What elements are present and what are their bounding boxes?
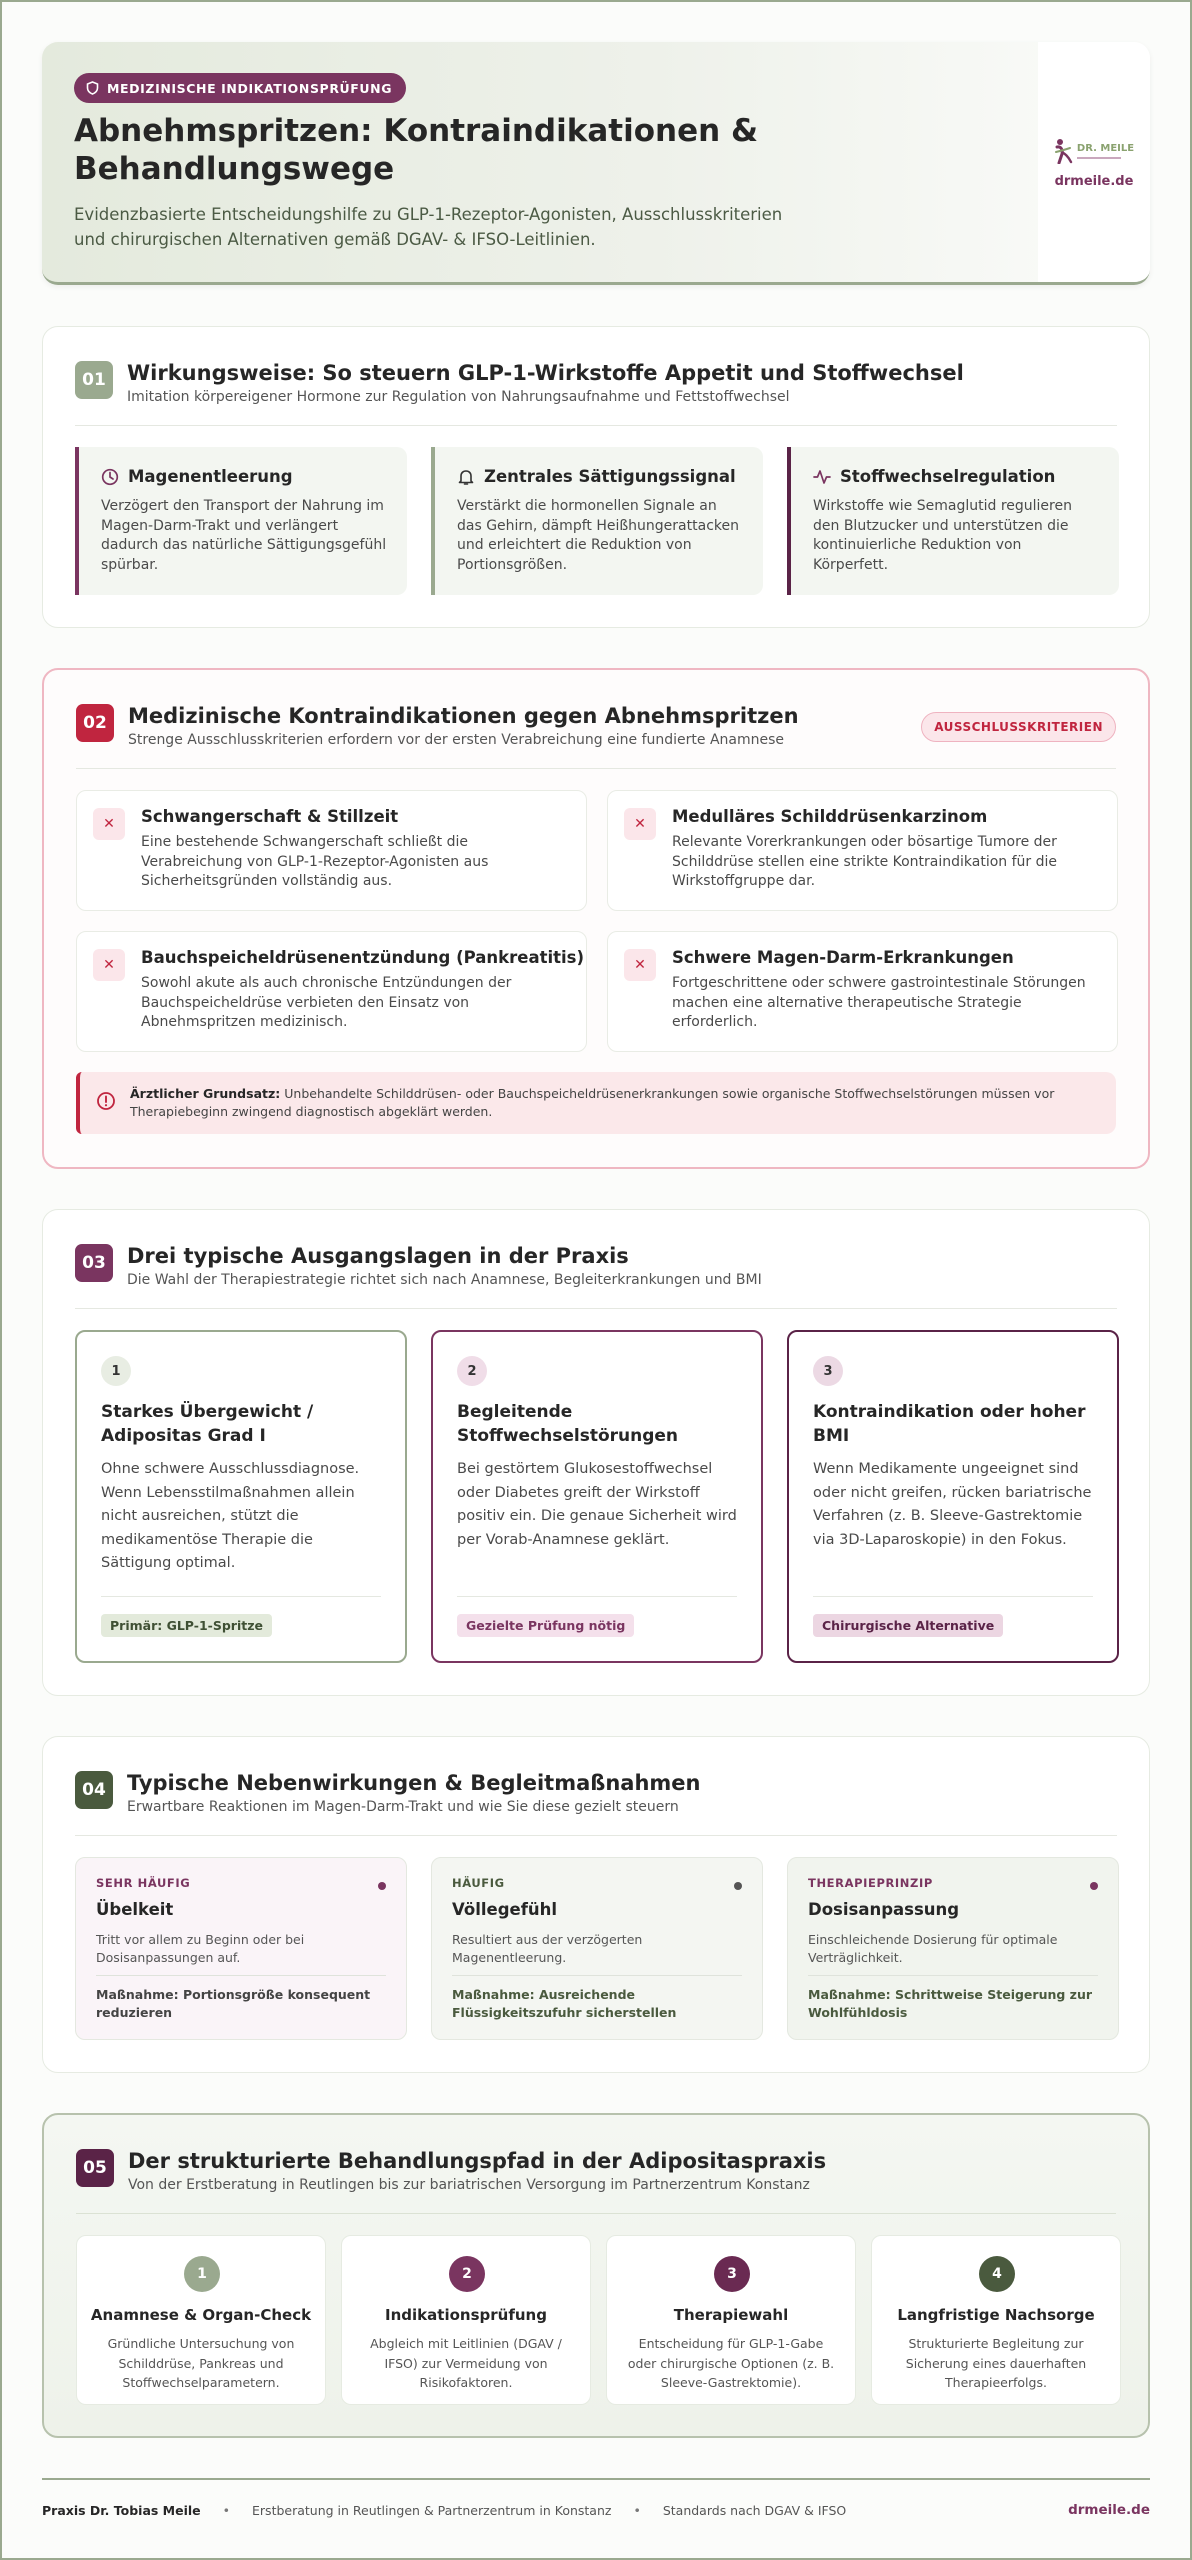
path-step <box>606 2235 856 2405</box>
mechanism-text: Verzögert den Transport der Nahrung im Magen-Darm-Trakt und verlängert dadurch das natürliche Sättigungsgefühl spürbar. <box>101 498 387 573</box>
path-step <box>871 2235 1121 2405</box>
side-effect-category: THERAPIEPRINZIP <box>808 1876 933 1890</box>
mechanism-text: Verstärkt die hormonellen Signale an das Gehirn, dämpft Heißhungerattacken und erleichtert die Reduktion von Portionsgrößen. <box>457 498 739 573</box>
contraindication-text: Relevante Vorerkrankungen oder bösartige Tumore der Schilddrüse stellen eine strikte Kontraindikation für die Wirkstoffgruppe dar. <box>672 834 1058 889</box>
case-title: Begleitende Stoffwechselstörungen <box>457 1402 679 1446</box>
divider <box>75 1835 1117 1836</box>
logo-text: DR. MEILE <box>1076 142 1135 154</box>
case-text: Bei gestörtem Glukosestoffwechsel oder Diabetes greift der Wirkstoff positiv ein. Die genaue Sicherheit wird per Vorab-Anamnese geklärt. <box>457 1461 737 1548</box>
section-header <box>76 2149 1116 2213</box>
mechanism-title: Magenentleerung <box>101 467 387 486</box>
divider <box>101 1596 381 1597</box>
divider <box>76 768 1116 769</box>
figure-logo-icon <box>1054 138 1074 164</box>
contraindication-card <box>607 931 1118 1052</box>
contraindication-title: Medulläres Schilddrüsenkarzinom <box>672 807 988 826</box>
divider <box>813 1596 1093 1597</box>
divider <box>96 1975 386 1976</box>
section-treatment-path <box>42 2113 1150 2438</box>
contraindication-card <box>607 790 1118 911</box>
section-contraindications <box>42 668 1150 1169</box>
contraindication-text: Fortgeschrittene oder schwere gastrointestinale Störungen machen eine alternative therapeutische Strategie erforderlich. <box>672 975 1086 1030</box>
hero-badge-label: MEDIZINISCHE INDIKATIONSPRÜFUNG <box>107 80 393 96</box>
step-title: Anamnese & Organ-Check <box>90 2306 312 2324</box>
section-header <box>75 1771 1117 1835</box>
status-dot <box>734 1882 742 1890</box>
case-card <box>431 1330 763 1663</box>
hero-badge <box>74 73 406 103</box>
step-title: Langfristige Nachsorge <box>897 2306 1095 2324</box>
section-subtitle: Von der Erstberatung in Reutlingen bis zur bariatrischen Versorgung im Partnerzentrum Konstanz <box>128 2177 810 2193</box>
side-effect-text: Tritt vor allem zu Beginn oder bei Dosisanpassungen auf. <box>96 1932 305 1965</box>
section-subtitle: Erwartbare Reaktionen im Magen-Darm-Trakt und wie Sie diese gezielt steuern <box>127 1799 679 1815</box>
section-title: Medizinische Kontraindikationen gegen Abnehmspritzen <box>128 704 799 728</box>
hero-header <box>42 42 1150 285</box>
medical-principle-note <box>76 1072 1116 1134</box>
status-dot <box>1090 1882 1098 1890</box>
section-header <box>75 1244 1117 1308</box>
logo <box>1054 138 1134 164</box>
divider <box>452 1975 742 1976</box>
footer-separator: • <box>633 2502 641 2518</box>
activity-icon <box>813 468 831 486</box>
mechanism-card <box>787 447 1119 595</box>
cross-icon: ✕ <box>624 949 656 981</box>
case-number: 2 <box>457 1356 487 1386</box>
page-title: Abnehmspritzen: Kontraindikationen & Behandlungswege <box>74 113 758 187</box>
path-step <box>341 2235 591 2405</box>
path-step <box>76 2235 326 2405</box>
divider <box>75 1308 1117 1309</box>
case-tag: Primär: GLP-1-Spritze <box>101 1614 272 1637</box>
section-title: Drei typische Ausgangslagen in der Praxis <box>127 1244 629 1268</box>
alert-circle-icon <box>96 1091 116 1111</box>
footer-standards: Standards nach DGAV & IFSO <box>662 2502 847 2518</box>
contraindication-title: Schwere Magen-Darm-Erkrankungen <box>672 948 1014 967</box>
side-effect-measure: Maßnahme: Schrittweise Steigerung zur Wohlfühldosis <box>808 1987 1093 2020</box>
section-number: 02 <box>76 704 114 742</box>
contraindication-text: Eine bestehende Schwangerschaft schließt die Verabreichung von GLP-1-Rezeptor-Agonisten aus Sicherheitsgründen vollständig aus. <box>141 834 489 889</box>
step-text: Gründliche Untersuchung von Schilddrüse, Pankreas und Stoffwechselparametern. <box>107 2336 295 2390</box>
case-card <box>787 1330 1119 1663</box>
footer-separator: • <box>222 2502 231 2518</box>
section-number: 04 <box>75 1771 113 1809</box>
step-number: 4 <box>979 2256 1015 2292</box>
case-title: Kontraindikation oder hoher BMI <box>813 1402 1086 1446</box>
divider <box>76 2213 1116 2214</box>
status-dot <box>378 1882 386 1890</box>
side-effect-title: Völlegefühl <box>452 1900 558 1919</box>
footer-practice-name: Praxis Dr. Tobias Meile <box>42 2502 201 2518</box>
contraindication-title: Bauchspeicheldrüsenentzündung (Pankreatitis) <box>141 948 585 967</box>
step-text: Strukturierte Begleitung zur Sicherung eines dauerhaften Therapieerfolgs. <box>905 2336 1087 2390</box>
section-mechanism <box>42 326 1150 628</box>
principle-label: Ärztlicher Grundsatz: <box>130 1086 281 1101</box>
case-card <box>75 1330 407 1663</box>
section-side-effects <box>42 1736 1150 2073</box>
logo-url[interactable]: drmeile.de <box>1054 174 1134 189</box>
principle-body: Unbehandelte Schilddrüsen- oder Bauchspeicheldrüsenerkrankungen sowie organische Stoffwechselstörungen müssen vor Therapiebeginn zwingend diagnostisch abgeklärt werden. <box>130 1086 1055 1119</box>
section-cases <box>42 1209 1150 1696</box>
principle-text <box>130 1085 1096 1121</box>
cross-icon: ✕ <box>624 808 656 840</box>
side-effect-category: SEHR HÄUFIG <box>96 1876 191 1890</box>
footer-url-link[interactable]: drmeile.de <box>1068 2502 1150 2518</box>
logo-underline <box>1077 157 1121 159</box>
contraindication-card <box>76 790 587 911</box>
case-text: Ohne schwere Ausschlussdiagnose. Wenn Lebensstilmaßnahmen allein nicht ausreichen, stützt die medikamentöse Therapie die Sättigung optimal. <box>101 1461 360 1571</box>
side-effect-card <box>787 1857 1119 2040</box>
section-title: Der strukturierte Behandlungspfad in der Adipositaspraxis <box>128 2149 827 2173</box>
section-number: 01 <box>75 361 113 399</box>
side-effect-card <box>431 1857 763 2040</box>
step-number: 3 <box>714 2256 750 2292</box>
side-effect-category: HÄUFIG <box>452 1876 505 1890</box>
mechanism-card <box>431 447 763 595</box>
section-subtitle: Die Wahl der Therapiestrategie richtet sich nach Anamnese, Begleiterkrankungen und BMI <box>127 1272 762 1288</box>
step-number: 2 <box>449 2256 485 2292</box>
mechanism-title: Zentrales Sättigungssignal <box>457 467 743 486</box>
section-subtitle: Strenge Ausschlusskriterien erfordern vor der ersten Verabreichung eine fundierte Anamnese <box>128 732 785 748</box>
section-title: Wirkungsweise: So steuern GLP-1-Wirkstoffe Appetit und Stoffwechsel <box>127 361 964 385</box>
side-effect-measure: Maßnahme: Ausreichende Flüssigkeitszufuhr sicherstellen <box>452 1987 677 2020</box>
step-title: Indikationsprüfung <box>385 2306 547 2324</box>
side-effect-text: Einschleichende Dosierung für optimale Verträglichkeit. <box>808 1932 1058 1965</box>
contraindication-text: Sowohl akute als auch chronische Entzündungen der Bauchspeicheldrüse verbieten den Einsatz von Abnehmspritzen medizinisch. <box>141 975 512 1030</box>
section-number: 03 <box>75 1244 113 1282</box>
case-tag: Chirurgische Alternative <box>813 1614 1003 1637</box>
step-text: Abgleich mit Leitlinien (DGAV / IFSO) zur Vermeidung von Risikofaktoren. <box>370 2336 562 2390</box>
exclusion-badge: AUSSCHLUSSKRITERIEN <box>921 712 1116 742</box>
footer-divider <box>42 2478 1150 2480</box>
footer <box>42 2500 1150 2520</box>
cross-icon: ✕ <box>93 808 125 840</box>
mechanism-card <box>75 447 407 595</box>
case-title: Starkes Übergewicht / Adipositas Grad I <box>101 1402 314 1446</box>
divider <box>75 425 1117 426</box>
footer-locations: Erstberatung in Reutlingen & Partnerzentrum in Konstanz <box>252 2502 612 2518</box>
side-effect-measure: Maßnahme: Portionsgröße konsequent reduzieren <box>96 1987 371 2020</box>
side-effect-text: Resultiert aus der verzögerten Magenentleerung. <box>452 1932 643 1965</box>
case-tag: Gezielte Prüfung nötig <box>457 1614 634 1637</box>
section-title: Typische Nebenwirkungen & Begleitmaßnahmen <box>127 1771 701 1795</box>
mechanism-text: Wirkstoffe wie Semaglutid regulieren den Blutzucker und unterstützen die kontinuierliche Reduktion von Körperfett. <box>813 498 1072 573</box>
step-number: 1 <box>184 2256 220 2292</box>
page-subtitle: Evidenzbasierte Entscheidungshilfe zu GLP-1-Rezeptor-Agonisten, Ausschlusskriterien und chirurgischen Alternativen gemäß DGAV- & IFSO-Leitlinien. <box>74 205 783 249</box>
logo-card[interactable] <box>1038 42 1150 285</box>
case-text: Wenn Medikamente ungeeignet sind oder nicht greifen, rücken bariatrische Verfahren (z. B. Sleeve-Gastrektomie via 3D-Laparoskopie) in den Fokus. <box>813 1461 1092 1548</box>
cross-icon: ✕ <box>93 949 125 981</box>
step-title: Therapiewahl <box>673 2306 789 2324</box>
contraindication-title: Schwangerschaft & Stillzeit <box>141 807 399 826</box>
case-number: 1 <box>101 1356 131 1386</box>
section-header <box>75 361 1117 425</box>
contraindication-card <box>76 931 587 1052</box>
section-number: 05 <box>76 2149 114 2187</box>
side-effect-title: Übelkeit <box>96 1900 174 1919</box>
divider <box>457 1596 737 1597</box>
step-text: Entscheidung für GLP-1-Gabe oder chirurgische Optionen (z. B. Sleeve-Gastrektomie). <box>627 2336 835 2390</box>
side-effect-card <box>75 1857 407 2040</box>
section-subtitle: Imitation körpereigener Hormone zur Regulation von Nahrungsaufnahme und Fettstoffwechsel <box>127 389 790 405</box>
case-number: 3 <box>813 1356 843 1386</box>
bell-icon <box>457 468 475 486</box>
mechanism-title: Stoffwechselregulation <box>813 467 1099 486</box>
shield-icon <box>86 81 99 95</box>
side-effect-title: Dosisanpassung <box>808 1900 960 1919</box>
divider <box>808 1975 1098 1976</box>
clock-icon <box>101 468 119 486</box>
